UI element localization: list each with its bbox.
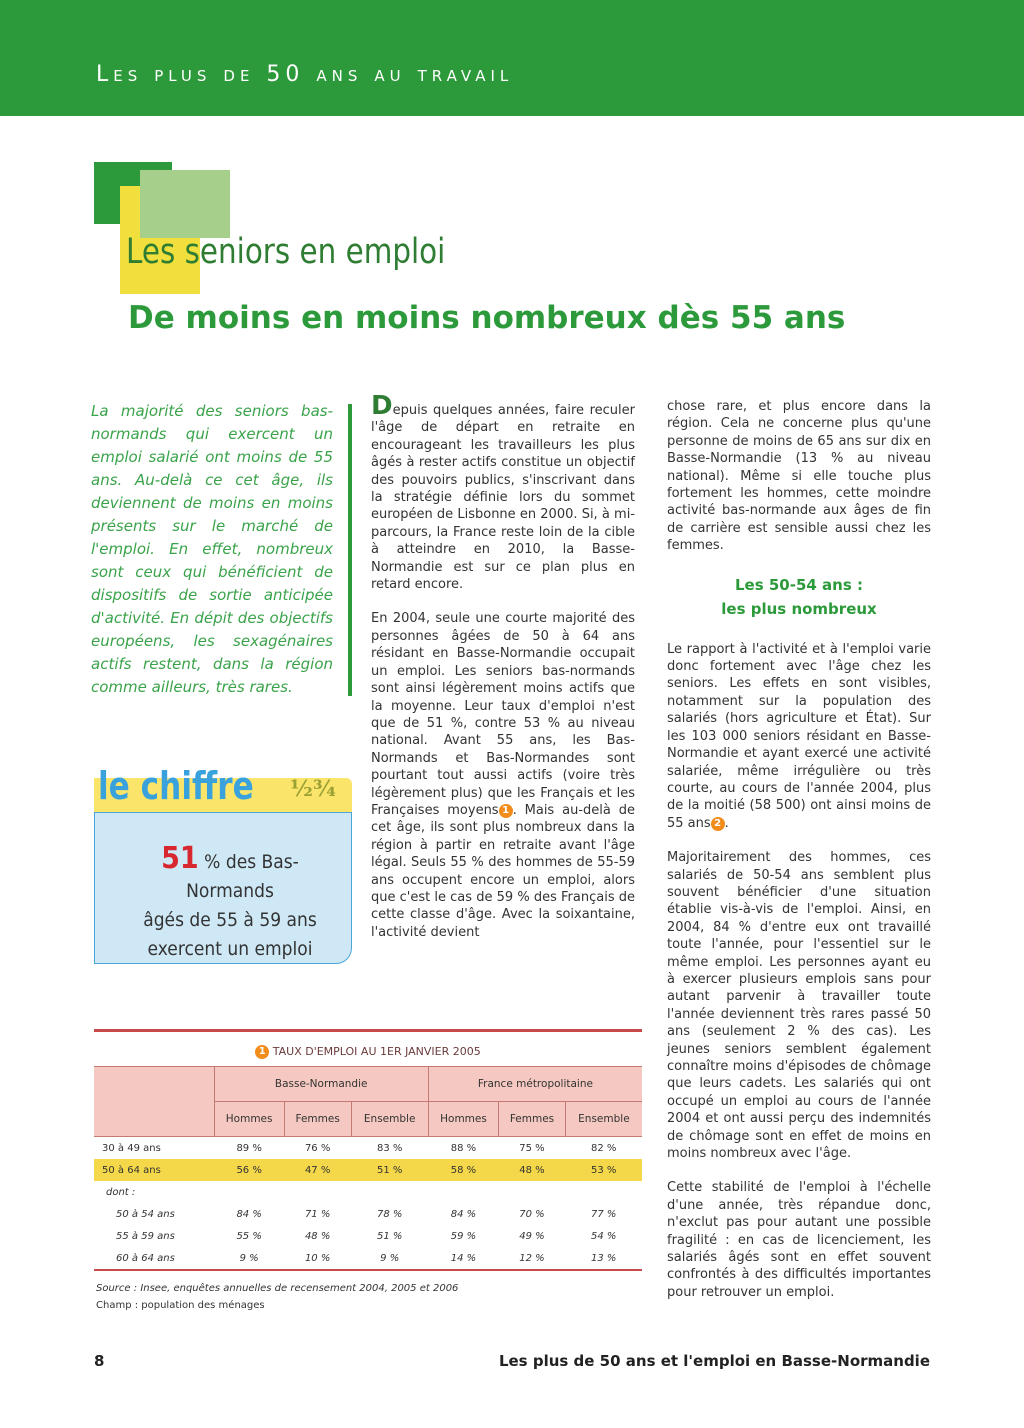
row-label: 50 à 64 ans	[94, 1159, 214, 1181]
table-top-rule	[94, 1029, 642, 1032]
table-cell: 82 %	[590, 1142, 617, 1154]
table-cell: 71 %	[304, 1208, 331, 1220]
column3-paragraph-4: Cette stabilité de l'emploi à l'échelle d'une année, très répandue donc, n'exclut pas pour autant une possible fragilité : en cas de licenciement, les salariés âgés sont en effet souvent confrontés à des difficultés importantes pour retrouver un emploi.	[667, 1180, 931, 1300]
table-cell: 13 %	[565, 1247, 642, 1270]
chiffre-line-3: exercent un emploi	[147, 938, 313, 960]
table-row-dont	[94, 1181, 642, 1203]
table-cell: 48 %	[304, 1230, 331, 1242]
table-cell: 70 %	[519, 1208, 545, 1220]
column2-paragraph-2	[371, 610, 635, 941]
table-row	[94, 1225, 642, 1247]
column-3	[667, 398, 931, 1318]
table-cell: 54 %	[590, 1230, 617, 1242]
row-label: 60 à 64 ans	[94, 1247, 214, 1270]
column2-paragraph-1	[371, 391, 635, 593]
table-cell: 78 %	[376, 1208, 403, 1220]
row-label: 30 à 49 ans	[102, 1142, 161, 1154]
table-cell: 10 %	[284, 1247, 351, 1270]
table-cell: 14 %	[428, 1247, 498, 1270]
column3-paragraph-3: Majoritairement des hommes, ces salariés de 50-54 ans semblent plus souvent bénéficier d'une situation établie vis-à-vis de l'emploi. Ainsi, en 2004, 84 % d'entre eux ont travaillé toute l'année, pour l'essentiel sur le même emploi. Les personnes ayant eu à exercer plusieurs emplois sans pour autant parvenir à travailler toute l'année deviennent très rares passé 50 ans (seulement 2 % des cas). Les jeunes seniors semblent également connaître moins d'épisodes de chômage que leurs cadets. Les salariés qui ont occupé un emploi au cours de l'année 2004 et ont aussi perçu des indemnités de chômage sont en effet de moins en moins nombreux avec l'âge.	[667, 850, 931, 1162]
fractions-icon: ½¾	[290, 776, 336, 802]
source-label: Source :	[96, 1283, 138, 1294]
table-cell: 51 %	[376, 1230, 403, 1242]
chiffre-number: 51	[161, 841, 199, 876]
table-cell: 55 %	[236, 1230, 262, 1242]
page-number: 8	[94, 1352, 105, 1370]
table-corner-cell	[94, 1067, 214, 1137]
table-group-header-row	[94, 1067, 642, 1102]
subhead	[667, 573, 931, 621]
table-cell: 84 %	[236, 1208, 262, 1220]
column3-paragraph-2	[667, 641, 931, 832]
table-column-header: Femmes	[284, 1102, 351, 1137]
table-cell: 9 %	[351, 1247, 428, 1270]
column2-p2a-text: En 2004, seule une courte majorité des personnes âgées de 50 à 64 ans résidant en Basse-Normandie occupait un emploi. Les seniors bas-normands sont ainsi légèrement moins actifs que la moyenne. Leur taux d'emploi n'est que de 51 %, contre 53 % au niveau national. Avant 55 ans, les Bas-Normands et Bas-Normandes sont pourtant tout aussi actifs (voire très légèrement plus) que les Français et les Françaises moyens	[371, 611, 635, 818]
header-title: Les plus de 50 ans au travail	[96, 62, 514, 87]
intro-text: La majorité des seniors bas-normands qui exercent un emploi salarié ont moins de 55 ans. Au-delà ce cet âge, ils deviennent de moins en moins présents sur le marché de l'emploi. En effet, nombreux sont ceux qui bénéficient de dispositifs de sortie anticipée d'activité. En dépit des objectifs européens, les sexagénaires actifs restent, dans la région comme ailleurs, très rares.	[91, 402, 333, 696]
table-cell: 47 %	[284, 1159, 351, 1181]
table-row	[94, 1203, 642, 1225]
table-cell: 59 %	[450, 1230, 477, 1242]
source-text: Insee, enquêtes annuelles de recensement 2004, 2005 et 2006	[140, 1283, 459, 1294]
chiffre-line-2: âgés de 55 à 59 ans	[143, 909, 317, 931]
decor-square-light-green	[140, 170, 230, 238]
row-label: dont :	[106, 1186, 136, 1198]
column-2	[371, 391, 635, 958]
chiffre-line-1: % des Bas-Normands	[186, 851, 299, 902]
table-column-header: Ensemble	[351, 1102, 428, 1137]
subhead-line-2: les plus nombreux	[721, 599, 877, 618]
table-cell: 89 %	[236, 1142, 262, 1154]
table-cell: 53 %	[565, 1159, 642, 1181]
note-1-icon: 1	[499, 804, 513, 818]
headline: De moins en moins nombreux dès 55 ans	[128, 300, 846, 336]
column2-p1-text: epuis quelques années, faire reculer l'âge de départ en retraite en encourageant les travailleurs les plus âgés à rester actifs constitue un objectif des pouvoirs publics, s'inscrivant dans la stratégie définie lors du sommet européen de Lisbonne en 2000. Si, à mi-parcours, la France reste loin de la cible à atteindre en 2010, la Basse-Normandie est sur ce plan plus en retard encore.	[371, 403, 635, 593]
table-cell: 12 %	[499, 1247, 566, 1270]
champ-text: Champ : population des ménages	[96, 1300, 265, 1311]
column3-p2a-text: Le rapport à l'activité et à l'emploi varie donc fortement avec l'âge chez les seniors. Les effets en sont visibles, notamment sur la population des salariés (hors agriculture et État). Sur les 103 000 seniors résidant en Basse-Normandie et ayant exercé une activité salariée, même irrégulière ou très courte, au cours de l'année 2004, plus de la moitié (58 500) ont ainsi moins de 55 ans	[667, 641, 931, 831]
row-label: 50 à 54 ans	[116, 1208, 175, 1220]
chiffre-label: le chiffre	[98, 764, 254, 808]
table-title-text: TAUX D'EMPLOI AU 1ER JANVIER 2005	[272, 1045, 481, 1058]
row-label: 55 à 59 ans	[116, 1230, 175, 1242]
table-source	[96, 1280, 458, 1314]
table-row	[94, 1137, 642, 1160]
table-cell: 77 %	[590, 1208, 617, 1220]
chiffre-text	[124, 841, 336, 964]
subhead-line-1: Les 50-54 ans :	[734, 575, 864, 594]
dropcap: D	[371, 391, 393, 421]
table-cell: 9 %	[214, 1247, 284, 1270]
table-column-header: Femmes	[499, 1102, 566, 1137]
table-cell: 51 %	[351, 1159, 428, 1181]
table-group-header: France métropolitaine	[428, 1067, 642, 1102]
column3-p2b-text: .	[724, 815, 729, 831]
column3-paragraph-1: chose rare, et plus encore dans la région. Cela ne concerne plus qu'une personne de moins de 65 ans sur dix en Basse-Normandie (13 % au niveau national). Même si elle touche plus fortement les hommes, cette moindre activité bas-normande aux âges de fin de carrière est sensible aussi chez les femmes.	[667, 399, 931, 554]
table-cell: 88 %	[450, 1142, 477, 1154]
table-column-header: Hommes	[428, 1102, 498, 1137]
table-column-header: Ensemble	[565, 1102, 642, 1137]
table-title	[94, 1045, 642, 1059]
table-cell: 48 %	[499, 1159, 566, 1181]
table-cell: 75 %	[519, 1142, 545, 1154]
table-cell: 76 %	[304, 1142, 331, 1154]
intro-rule	[348, 404, 352, 696]
table-cell: 58 %	[428, 1159, 498, 1181]
chiffre-box	[94, 764, 354, 964]
table-cell: 56 %	[214, 1159, 284, 1181]
header-banner	[0, 0, 1024, 116]
table-note-icon: 1	[255, 1045, 269, 1059]
table-cell: 83 %	[376, 1142, 403, 1154]
column2-p2b-text: . Mais au-delà de cet âge, ils sont plus nombreux dans la région à partir en retraite avant l'âge légal. Seuls 55 % des hommes de 55-59 ans occupent encore un emploi, alors que c'est le cas de 59 % des Français de cette classe d'âge. Avec la soixantaine, l'activité devient	[371, 802, 635, 940]
table-cell: 49 %	[519, 1230, 545, 1242]
employment-rate-table	[94, 1066, 642, 1271]
footer-title: Les plus de 50 ans et l'emploi en Basse-Normandie	[498, 1352, 930, 1370]
table-column-header: Hommes	[214, 1102, 284, 1137]
note-2-icon: 2	[711, 817, 725, 831]
table-cell: 84 %	[450, 1208, 477, 1220]
table-row	[94, 1247, 642, 1270]
table-row-highlighted	[94, 1159, 642, 1181]
section-title: Les seniors en emploi	[126, 232, 446, 272]
table-group-header: Basse-Normandie	[214, 1067, 428, 1102]
